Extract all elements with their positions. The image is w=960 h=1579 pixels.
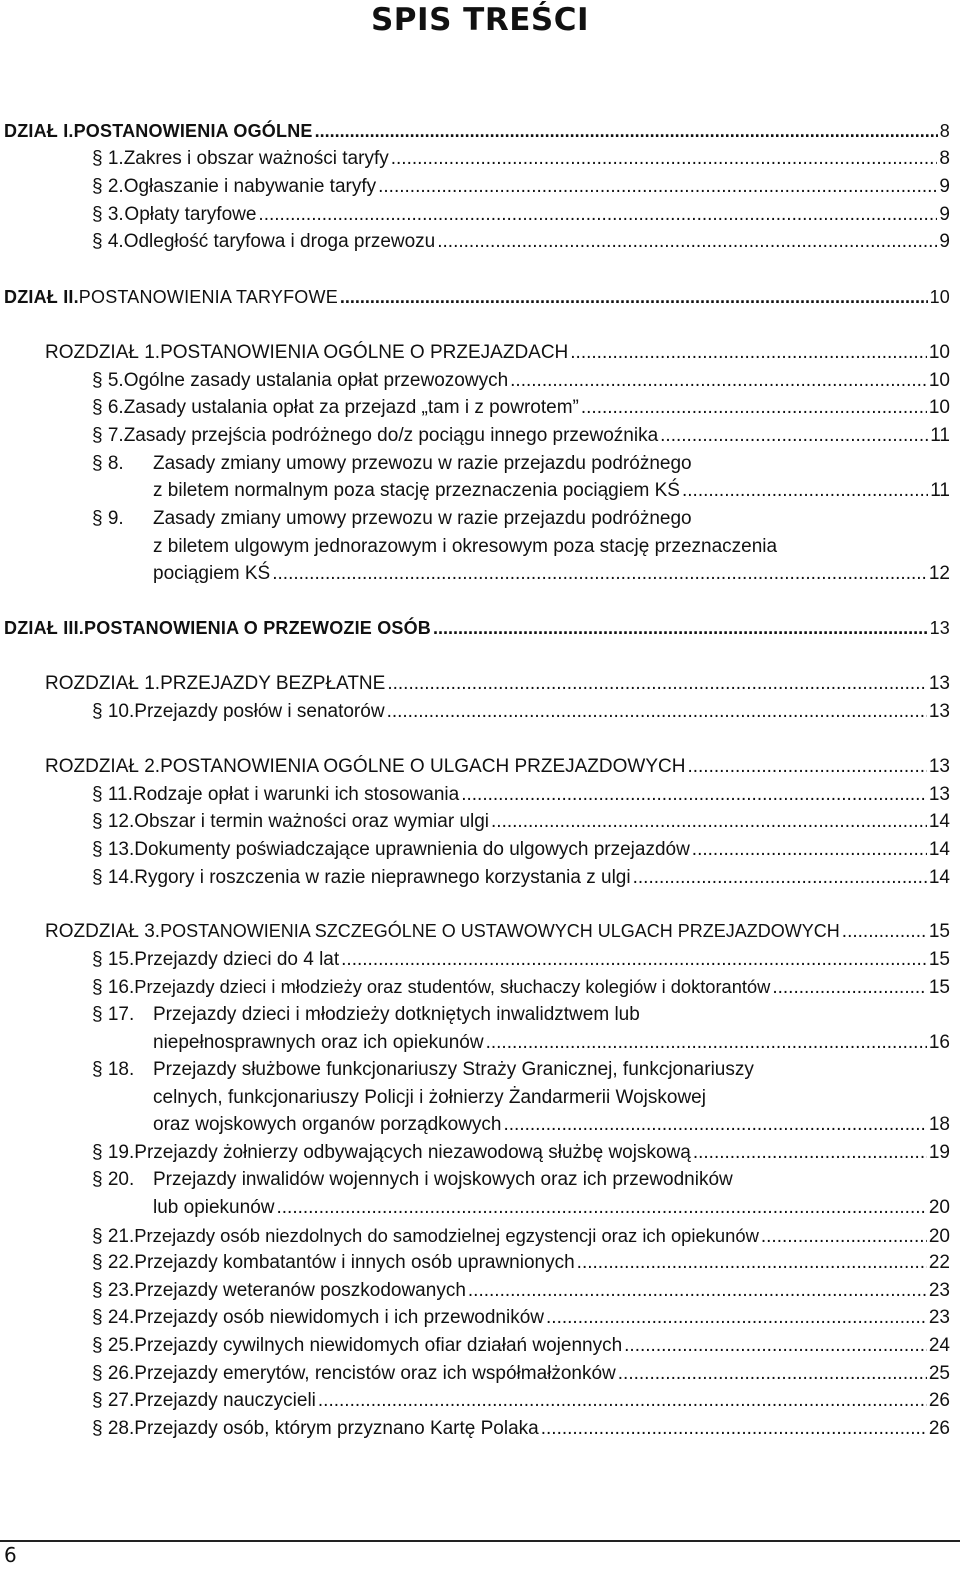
entry-number: § 20. [92, 1169, 135, 1190]
entry-number: § 10. [92, 701, 135, 722]
entry-page: 10 [928, 342, 950, 363]
dot-leader [577, 1249, 927, 1276]
entry-page: 9 [939, 204, 950, 225]
entry-label: Przejazdy osób niezdolnych do samodzielnej egzystencji oraz ich opiekunów [134, 1225, 759, 1246]
entry-label: POSTANOWIENIA OGÓLNE O ULGACH PRZEJAZDOWYCH [160, 756, 686, 777]
entry-number: § 17. [92, 1004, 135, 1025]
entry-page: 14 [928, 839, 950, 860]
entry-number: § 26. [92, 1363, 135, 1384]
toc-entry-par-16[interactable] [92, 973, 950, 1001]
toc-entry-par-4[interactable] [92, 228, 950, 255]
entry-label: PRZEJAZDY BEZPŁATNE [160, 673, 386, 694]
entry-number: § 8. [92, 453, 124, 474]
entry-page: 23 [928, 1280, 950, 1301]
toc-entry-par-17-line1[interactable] [92, 1001, 640, 1028]
dot-leader [510, 367, 927, 394]
entry-page: 13 [928, 673, 950, 694]
entry-number: § 18. [92, 1059, 135, 1080]
entry-label: POSTANOWIENIA SZCZEGÓLNE O USTAWOWYCH ULGACH PRZEJAZDOWYCH [160, 921, 840, 941]
entry-number: § 19. [92, 1142, 135, 1163]
toc-entry-dzial-1[interactable] [4, 118, 950, 145]
entry-label-continuation: oraz wojskowych organów porządkowych [153, 1114, 502, 1135]
entry-number: ROZDZIAŁ 3. [45, 921, 161, 942]
dot-leader [433, 615, 928, 642]
dot-leader [570, 339, 927, 366]
entry-label: POSTANOWIENIA OGÓLNE [73, 121, 313, 141]
entry-label: Przejazdy dzieci i młodzieży dotkniętych inwalidztwem lub [153, 1004, 640, 1025]
entry-label-continuation: pociągiem KŚ [153, 563, 271, 584]
dot-leader [272, 560, 927, 587]
dot-leader [486, 1029, 927, 1056]
entry-label-continuation: z biletem normalnym poza stację przeznaczenia pociągiem KŚ [153, 480, 680, 501]
dot-leader [633, 864, 927, 891]
dot-leader [341, 946, 927, 973]
entry-label: Przejazdy służbowe funkcjonariuszy Straży Granicznej, funkcjonariuszy [153, 1059, 754, 1080]
entry-number: § 9. [92, 508, 124, 529]
entry-label: Ogłaszanie i nabywanie taryfy [123, 176, 377, 197]
entry-label-continuation: niepełnosprawnych oraz ich opiekunów [153, 1032, 484, 1053]
dot-leader [581, 394, 927, 421]
entry-page: 12 [928, 563, 950, 584]
entry-label: Zasady ustalania opłat za przejazd „tam i z powrotem” [123, 397, 579, 418]
entry-page: 22 [928, 1252, 950, 1273]
toc-entry-par-19[interactable] [92, 1139, 950, 1166]
dot-leader [437, 228, 937, 255]
dot-leader [391, 145, 938, 172]
entry-page: 18 [928, 1114, 950, 1135]
entry-page: 11 [930, 425, 950, 446]
entry-label: Dokumenty poświadczające uprawnienia do ulgowych przejazdów [134, 839, 690, 860]
entry-number: ROZDZIAŁ 2. [45, 756, 161, 777]
entry-number: § 25. [92, 1335, 135, 1356]
entry-number: DZIAŁ III. [4, 618, 84, 638]
entry-label: Rygory i roszczenia w razie nieprawnego korzystania z ulgi [134, 867, 631, 888]
toc-entry-par-9[interactable] [153, 560, 950, 587]
toc-entry-rozdzial-1b[interactable] [45, 670, 950, 697]
entry-page: 15 [928, 977, 950, 998]
entry-label-continuation: z biletem ulgowym jednorazowym i okresowym poza stację przeznaczenia [153, 536, 778, 557]
entry-label: Rodzaje opłat i warunki ich stosowania [132, 784, 460, 805]
entry-label: Przejazdy kombatantów i innych osób uprawnionych [134, 1252, 575, 1273]
toc-entry-par-1[interactable] [92, 145, 950, 172]
toc-entry-rozdzial-1[interactable] [45, 339, 950, 366]
entry-page: 15 [928, 921, 950, 942]
entry-label: Przejazdy nauczycieli [134, 1390, 316, 1411]
dot-leader [258, 201, 937, 228]
toc-entry-par-21[interactable] [92, 1222, 950, 1250]
dot-leader [378, 173, 937, 200]
entry-page: 16 [928, 1032, 950, 1053]
entry-label: Przejazdy posłów i senatorów [134, 701, 385, 722]
entry-number: § 5. [92, 370, 124, 391]
toc-entry-par-7[interactable] [92, 422, 950, 449]
dot-leader [682, 477, 928, 504]
entry-label: POSTANOWIENIA OGÓLNE O PRZEJAZDACH [160, 342, 569, 363]
entry-number: § 11. [92, 784, 133, 805]
dot-leader [491, 808, 927, 835]
entry-page: 25 [928, 1363, 950, 1384]
entry-number: § 3. [92, 204, 124, 225]
toc-entry-par-5[interactable] [92, 367, 950, 394]
toc-entry-par-25[interactable] [92, 1332, 950, 1359]
page-title: SPIS TREŚCI [370, 2, 589, 38]
entry-page: 13 [928, 756, 950, 777]
toc-entry-par-11[interactable] [92, 781, 950, 808]
dot-leader [340, 284, 928, 311]
entry-number: § 2. [92, 176, 124, 197]
entry-label: Obszar i termin ważności oraz wymiar ulgi [134, 811, 490, 832]
entry-page: 14 [928, 811, 950, 832]
toc-entry-par-22[interactable] [92, 1249, 950, 1276]
entry-number: § 1. [92, 148, 124, 169]
entry-number: DZIAŁ I. [4, 121, 74, 141]
toc-entry-par-20[interactable] [153, 1194, 950, 1221]
toc-entry-par-18-line1[interactable] [92, 1056, 754, 1083]
toc-entry-par-2[interactable] [92, 173, 950, 200]
entry-page: 10 [929, 287, 950, 307]
entry-label: Przejazdy emerytów, rencistów oraz ich współmałżonków [134, 1363, 616, 1384]
entry-label: Przejazdy dzieci do 4 lat [134, 949, 340, 970]
entry-page: 8 [939, 121, 950, 141]
dot-leader [541, 1415, 927, 1442]
entry-page: 10 [928, 397, 950, 418]
dot-leader [468, 1277, 927, 1304]
dot-leader [660, 422, 928, 449]
entry-label: Przejazdy osób, którym przyznano Kartę Polaka [134, 1418, 539, 1439]
toc-entry-par-17[interactable] [153, 1029, 950, 1056]
toc-entry-par-6[interactable] [92, 394, 950, 421]
entry-label: Zasady zmiany umowy przewozu w razie przejazdu podróżnego [153, 508, 692, 529]
toc-entry-par-9-line1[interactable] [92, 505, 692, 532]
entry-label: POSTANOWIENIA TARYFOWE [78, 287, 338, 307]
toc-entry-par-8-line1[interactable] [92, 450, 692, 477]
toc-entry-par-24[interactable] [92, 1304, 950, 1331]
entry-label: Zasady przejścia podróżnego do/z pociągu innego przewoźnika [123, 425, 659, 446]
entry-number: § 23. [92, 1280, 135, 1301]
entry-label: Przejazdy osób niewidomych i ich przewodników [134, 1307, 545, 1328]
entry-number: § 6. [92, 397, 124, 418]
entry-page: 23 [928, 1307, 950, 1328]
toc-entry-par-27[interactable] [92, 1387, 950, 1414]
entry-page: 13 [929, 618, 950, 638]
entry-number: ROZDZIAŁ 1. [45, 673, 161, 694]
entry-page: 20 [928, 1226, 950, 1247]
entry-number: § 27. [92, 1390, 135, 1411]
entry-number: § 28. [92, 1418, 135, 1439]
entry-page: 26 [928, 1418, 950, 1439]
entry-page: 13 [928, 784, 950, 805]
dot-leader [276, 1194, 926, 1221]
entry-number: § 12. [92, 811, 135, 832]
dot-leader [618, 1360, 927, 1387]
entry-label: Przejazdy żołnierzy odbywających niezawodową służbę wojskową [134, 1142, 691, 1163]
entry-page: 13 [928, 701, 950, 722]
dot-leader [318, 1387, 927, 1414]
entry-label-continuation: lub opiekunów [153, 1197, 275, 1218]
entry-label: Zasady zmiany umowy przewozu w razie przejazdu podróżnego [153, 453, 692, 474]
toc-entry-par-23[interactable] [92, 1277, 950, 1304]
toc-entry-dzial-3[interactable] [4, 615, 950, 642]
entry-number: § 24. [92, 1307, 135, 1328]
dot-leader [387, 670, 927, 697]
entry-label: Przejazdy cywilnych niewidomych ofiar działań wojennych [134, 1335, 623, 1356]
toc-entry-par-26[interactable] [92, 1360, 950, 1387]
entry-label: POSTANOWIENIA O PRZEWOZIE OSÓB [84, 618, 432, 638]
dot-leader [761, 1223, 927, 1250]
entry-label: Przejazdy dzieci i młodzieży oraz studentów, słuchaczy kolegiów i doktorantów [134, 976, 771, 997]
entry-page: 9 [939, 231, 950, 252]
entry-page: 19 [928, 1142, 950, 1163]
dot-leader [692, 836, 927, 863]
entry-number: § 16. [92, 977, 135, 998]
toc-entry-par-12[interactable] [92, 808, 950, 835]
entry-number: ROZDZIAŁ 1. [45, 342, 161, 363]
entry-number: § 13. [92, 839, 135, 860]
dot-leader [772, 974, 927, 1001]
toc-entry-par-13[interactable] [92, 836, 950, 863]
dot-leader [461, 781, 927, 808]
entry-page: 10 [928, 370, 950, 391]
entry-page: 20 [928, 1197, 950, 1218]
dot-leader [315, 118, 938, 145]
entry-label-continuation: celnych, funkcjonariuszy Policji i żołnierzy Żandarmerii Wojskowej [153, 1087, 706, 1108]
entry-number: § 15. [92, 949, 135, 970]
dot-leader [504, 1111, 927, 1138]
toc-entry-par-3[interactable] [92, 201, 950, 228]
entry-page: 15 [928, 949, 950, 970]
entry-number: DZIAŁ II. [4, 287, 79, 307]
dot-leader [387, 698, 927, 725]
entry-page: 8 [939, 148, 950, 169]
toc-entry-par-10[interactable] [92, 698, 950, 725]
dot-leader [546, 1304, 927, 1331]
entry-number: § 22. [92, 1252, 135, 1273]
toc-entry-par-18[interactable] [153, 1111, 950, 1138]
entry-page: 9 [939, 176, 950, 197]
dot-leader [842, 918, 927, 945]
entry-number: § 14. [92, 867, 135, 888]
entry-label: Odległość taryfowa i droga przewozu [123, 231, 436, 252]
entry-number: § 21. [92, 1226, 135, 1247]
entry-label: Przejazdy inwalidów wojennych i wojskowych oraz ich przewodników [153, 1169, 733, 1190]
toc-entry-par-15[interactable] [92, 946, 950, 973]
entry-page: 26 [928, 1390, 950, 1411]
toc-entry-par-28[interactable] [92, 1415, 950, 1442]
dot-leader [693, 1139, 927, 1166]
dot-leader [687, 753, 926, 780]
toc-entry-par-14[interactable] [92, 864, 950, 891]
entry-page: 11 [930, 480, 950, 501]
page-number: 6 [4, 1543, 17, 1567]
entry-label: Opłaty taryfowe [124, 204, 257, 225]
toc-entry-par-20-line1[interactable] [92, 1166, 733, 1193]
entry-number: § 4. [92, 231, 124, 252]
entry-number: § 7. [92, 425, 124, 446]
toc-entry-rozdzial-3[interactable] [45, 918, 950, 945]
entry-page: 24 [928, 1335, 950, 1356]
entry-label: Ogólne zasady ustalania opłat przewozowych [123, 370, 509, 391]
entry-label: Zakres i obszar ważności taryfy [123, 148, 389, 169]
footer-rule [0, 1540, 960, 1542]
entry-label: Przejazdy weteranów poszkodowanych [134, 1280, 466, 1301]
toc-entry-rozdzial-2[interactable] [45, 753, 950, 780]
entry-page: 14 [928, 867, 950, 888]
dot-leader [624, 1332, 927, 1359]
toc-entry-par-8[interactable] [153, 477, 950, 504]
toc-entry-dzial-2[interactable] [4, 284, 950, 311]
